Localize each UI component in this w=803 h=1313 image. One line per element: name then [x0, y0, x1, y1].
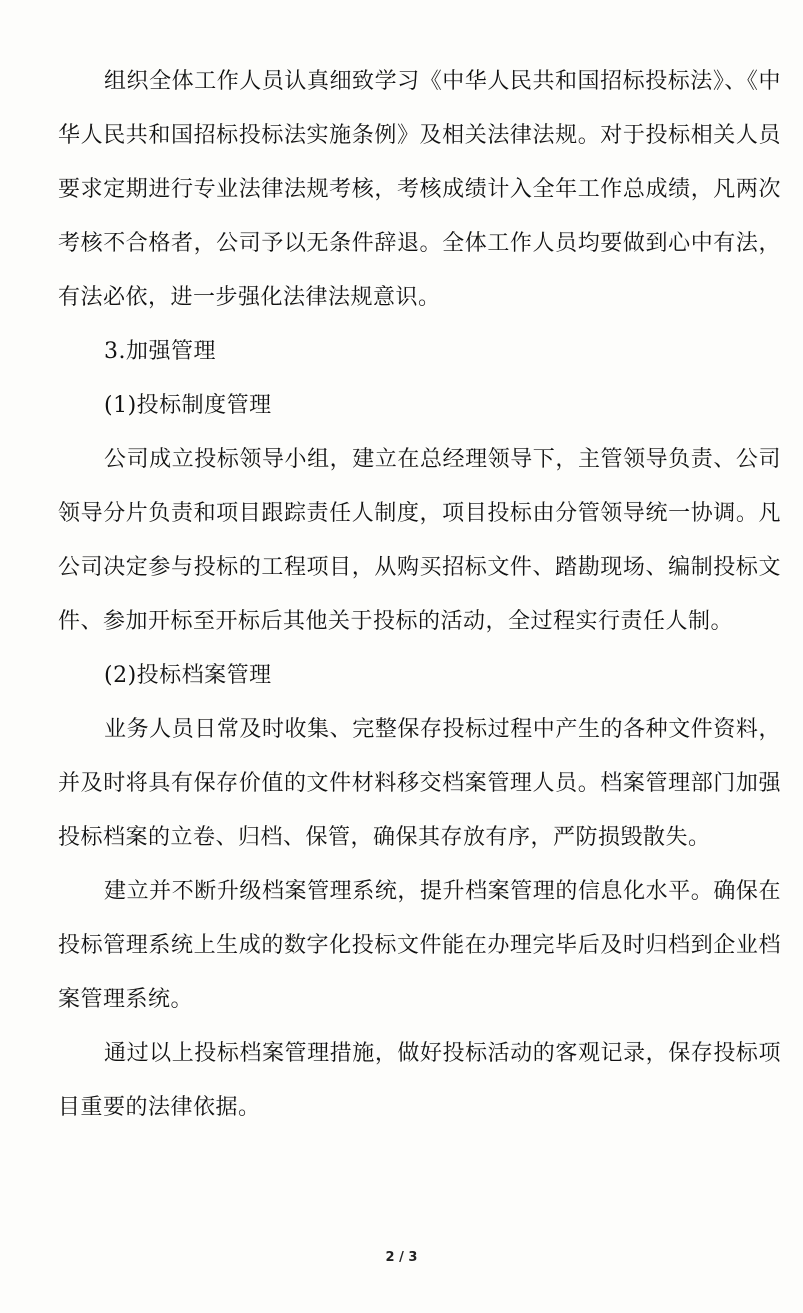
document-body	[58, 55, 781, 1135]
paragraph-archive-summary: 通过以上投标档案管理措施，做好投标活动的客观记录，保存投标项目重要的法律依据。	[58, 1041, 781, 1120]
subheading-bid-archive-management: (2)投标档案管理	[104, 663, 272, 688]
paragraph-bid-leadership: 公司成立投标领导小组，建立在总经理领导下，主管领导负责、公司领导分片负责和项目跟踪责任人制度，项目投标由分管领导统一协调。凡公司决定参与投标的工程项目，从购买招标文件、踏勘现场、编制投标文件、参加开标至开标后其他关于投标的活动，全过程实行责任人制。	[58, 447, 781, 634]
section-heading-strengthen-management: 3.加强管理	[104, 339, 216, 364]
paragraph-legal-study: 组织全体工作人员认真细致学习《中华人民共和国招标投标法》、《中华人民共和国招标投标法实施条例》及相关法律法规。对于投标相关人员要求定期进行专业法律法规考核，考核成绩计入全年工作总成绩，凡两次考核不合格者，公司予以无条件辞退。全体工作人员均要做到心中有法，有法必依，进一步强化法律法规意识。	[58, 69, 781, 310]
subheading-bid-system-management: (1)投标制度管理	[104, 393, 272, 418]
paragraph-archive-collection: 业务人员日常及时收集、完整保存投标过程中产生的各种文件资料，并及时将具有保存价值的文件材料移交档案管理人员。档案管理部门加强投标档案的立卷、归档、保管，确保其存放有序，严防损毁散失。	[58, 717, 781, 850]
paragraph-archive-system: 建立并不断升级档案管理系统，提升档案管理的信息化水平。确保在投标管理系统上生成的数字化投标文件能在办理完毕后及时归档到企业档案管理系统。	[58, 879, 781, 1012]
page-number: 2 / 3	[385, 1250, 418, 1265]
